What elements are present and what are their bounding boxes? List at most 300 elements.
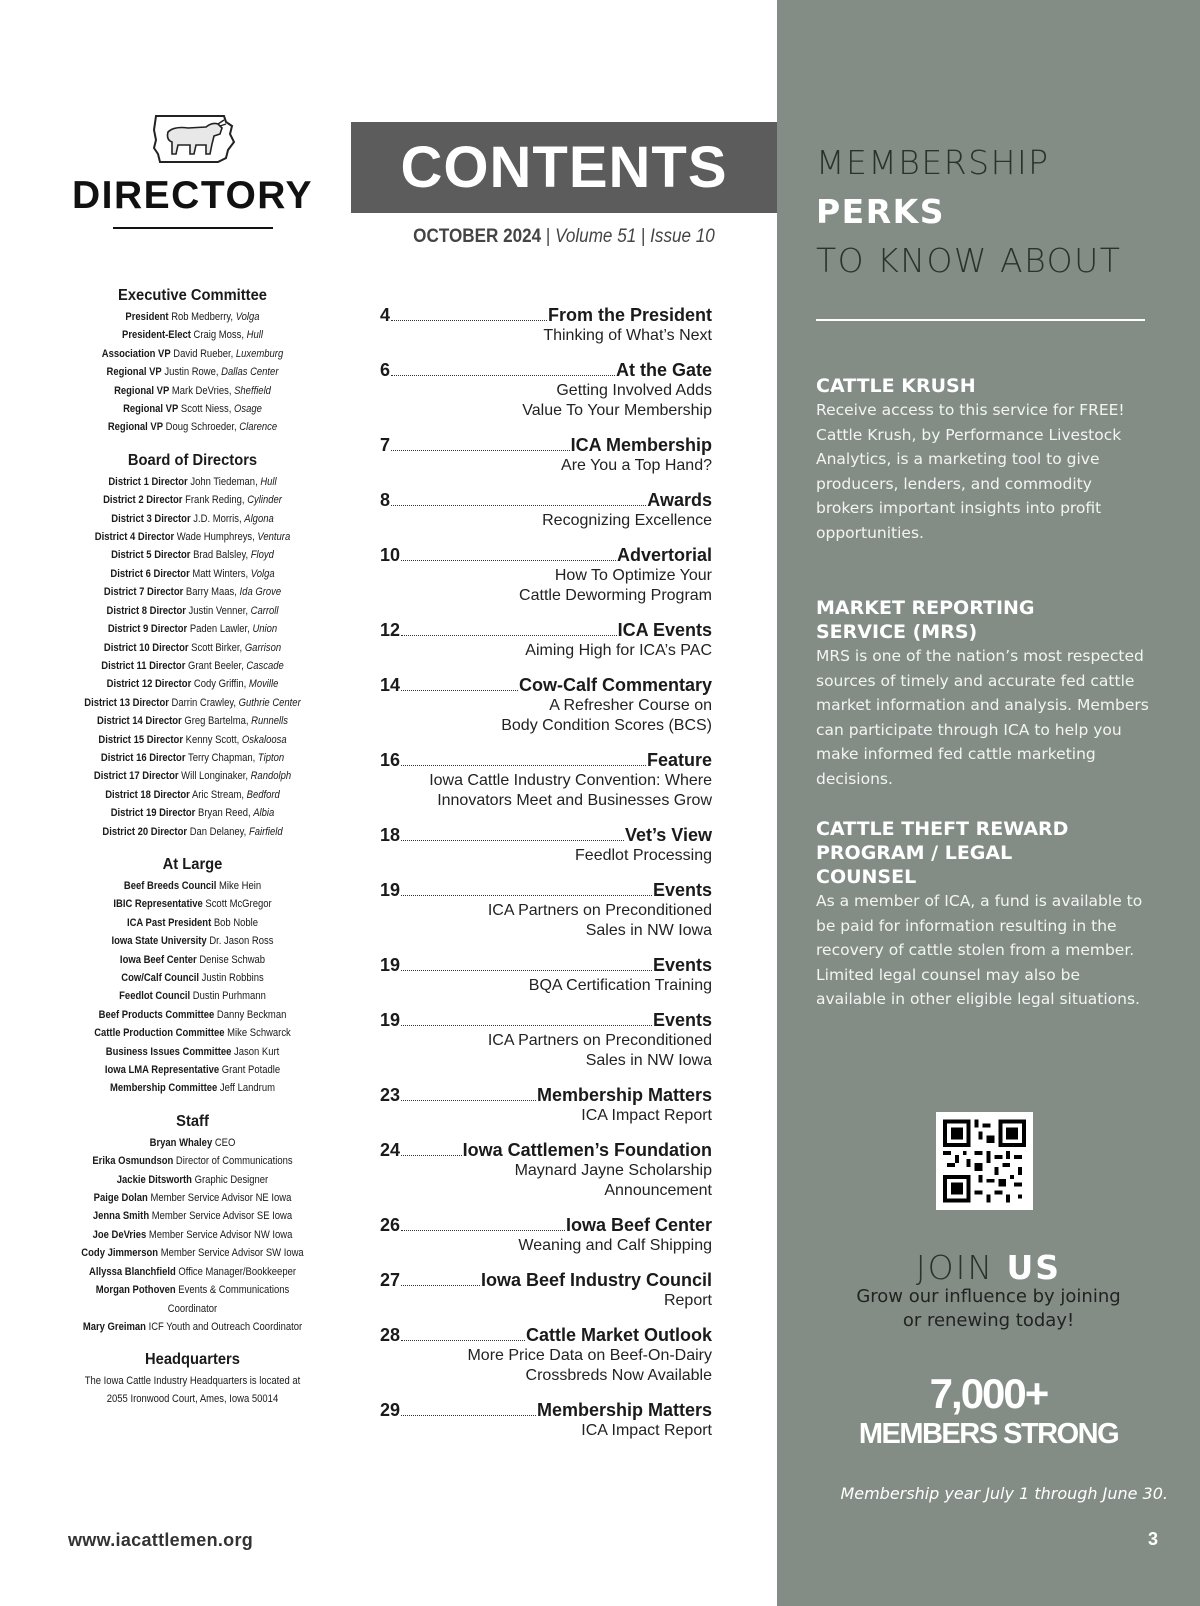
directory-name: Director of Communications — [175, 1155, 293, 1168]
toc-title: Membership Matters — [536, 1400, 712, 1420]
toc-line — [380, 1010, 712, 1031]
toc-subtitle: BQA Certification Training — [528, 977, 712, 994]
join-us-heading — [777, 1248, 1200, 1287]
directory-role: Association VP — [101, 347, 171, 360]
directory-row — [79, 1318, 307, 1336]
toc-page-number: 6 — [380, 360, 391, 380]
toc-page-number: 14 — [380, 675, 401, 695]
toc-line — [380, 305, 712, 326]
directory-row: Regional VP Justin Rowe, Dallas Center — [106, 366, 279, 379]
toc-subtitle: Report — [663, 1292, 712, 1309]
directory-row — [79, 895, 307, 913]
directory-name: Cody Griffin — [193, 678, 244, 691]
toc-subtitle: Maynard Jayne Scholarship Announcement — [514, 1162, 712, 1199]
directory-row — [79, 1226, 307, 1244]
directory-name: Scott McGregor — [205, 898, 272, 911]
directory-name: Darrin Crawley — [171, 696, 234, 709]
directory-section-heading: Board of Directors — [127, 451, 258, 469]
toc-subtitle: Feedlot Processing — [575, 847, 712, 864]
directory-role: District 13 Director — [84, 696, 169, 709]
toc-subtitle: ICA Partners on Preconditioned Sales in NW Iowa — [487, 902, 712, 939]
toc-page-number: 19 — [380, 1010, 401, 1030]
directory-location: Fairfield — [248, 825, 283, 838]
directory-location: Volga — [250, 567, 275, 580]
directory-role: District 9 Director — [107, 623, 188, 636]
directory-name: Paden Lawler — [189, 623, 248, 636]
toc-item[interactable] — [380, 880, 712, 941]
directory-row: District 7 Director Barry Maas, Ida Grove — [103, 586, 282, 599]
directory-role: District 2 Director — [103, 494, 183, 507]
directory-row: Regional VP Mark DeVries, Sheffield — [114, 384, 271, 397]
directory-role: Jackie Ditsworth — [116, 1173, 192, 1186]
toc-subtitle: Getting Involved Adds Value To Your Membership — [522, 382, 712, 419]
toc-page-number: 12 — [380, 620, 401, 640]
directory-row: District 8 Director Justin Venner, Carroll — [106, 604, 279, 617]
toc-subtitle: Thinking of What’s Next — [543, 327, 712, 344]
directory-row — [79, 951, 307, 969]
directory-name: Wade Humphreys — [176, 531, 253, 544]
toc-subtitle: ICA Impact Report — [581, 1422, 712, 1439]
directory-role: District 11 Director — [101, 659, 186, 672]
toc-title: Awards — [647, 490, 712, 510]
toc-item[interactable] — [380, 545, 712, 606]
directory-role: President-Elect — [122, 329, 191, 342]
directory-role: District 10 Director — [103, 641, 189, 654]
perks-heading-line3: TO KNOW ABOUT — [816, 241, 1122, 280]
directory-role: ICA Past President — [126, 916, 212, 929]
directory-name: J.D. Morris — [193, 512, 240, 525]
headquarters-line: The Iowa Cattle Industry Headquarters is located at — [84, 1375, 301, 1388]
directory-role: District 16 Director — [100, 751, 186, 764]
directory-name: Barry Maas — [185, 586, 235, 599]
directory-location: Osage — [234, 403, 262, 416]
issue-separator: | — [640, 226, 646, 247]
perk-body: Receive access to this service for FREE! Cattle Krush, by Performance Livestock Analytics, is a marketing tool to give producers, lenders, and commodity brokers important insights into profit opportunities. — [816, 401, 1125, 542]
toc-page-number: 10 — [380, 545, 401, 565]
directory-row: President-Elect Craig Moss, Hull — [122, 329, 263, 342]
toc-page-number: 7 — [380, 435, 391, 455]
perk-title: MARKET REPORTING SERVICE (MRS) — [816, 597, 1035, 643]
members-strong-label: MEMBERS STRONG — [858, 1418, 1119, 1450]
directory-location: Luxemburg — [235, 347, 284, 360]
directory-location: Tipton — [257, 751, 285, 764]
directory-role: Morgan Pothoven — [95, 1284, 176, 1297]
directory-name: Frank Reding — [185, 494, 242, 507]
toc-item[interactable] — [380, 360, 712, 421]
toc-line — [380, 825, 712, 846]
toc-item[interactable] — [380, 955, 712, 996]
toc-line — [380, 1215, 712, 1236]
directory-name: John Tiedeman — [190, 475, 256, 488]
toc-subtitle: How To Optimize Your Cattle Deworming Program — [519, 567, 712, 604]
issue-number: Issue 10 — [650, 226, 715, 247]
toc-item[interactable] — [380, 1325, 712, 1386]
directory-divider — [113, 227, 273, 229]
toc-leader-dots — [401, 635, 617, 636]
headquarters-section — [60, 1351, 325, 1408]
directory-row: District 14 Director Greg Bartelma, Runnells — [97, 715, 288, 728]
toc-item[interactable] — [380, 1085, 712, 1126]
toc-page-number: 16 — [380, 750, 401, 770]
directory-location: Floyd — [250, 549, 274, 562]
toc-leader-dots — [401, 1285, 480, 1286]
toc-subtitle: ICA Impact Report — [581, 1107, 712, 1124]
toc-title: From the President — [547, 305, 712, 325]
directory-row: District 4 Director Wade Humphreys, Ventura — [94, 531, 291, 544]
directory-name: Bob Noble — [213, 916, 259, 929]
directory-location: Cylinder — [247, 494, 282, 507]
toc-item[interactable] — [380, 1010, 712, 1071]
directory-row — [79, 1006, 307, 1024]
directory-role: Bryan Whaley — [149, 1136, 213, 1149]
directory-role: District 5 Director — [111, 549, 191, 562]
toc-item[interactable] — [380, 1215, 712, 1256]
directory-name: Terry Chapman — [187, 751, 253, 764]
directory-row: Association VP David Rueber, Luxemburg — [101, 347, 284, 360]
directory-role: Iowa State University — [111, 935, 207, 948]
directory-row — [79, 969, 307, 987]
directory-name: Mike Schwarck — [227, 1027, 291, 1040]
directory-role: IBIC Representative — [113, 898, 203, 911]
directory-name: Will Longinaker — [181, 770, 246, 783]
directory-role: President — [125, 311, 169, 323]
directory-row — [79, 1152, 307, 1170]
perk-title: CATTLE KRUSH — [816, 375, 976, 397]
toc-item[interactable] — [380, 1270, 712, 1311]
directory-role: District 17 Director — [93, 770, 179, 783]
toc-line — [380, 955, 712, 976]
toc-leader-dots — [401, 1230, 565, 1231]
directory-location: Runnells — [251, 715, 288, 728]
directory-name: Member Service Advisor SE Iowa — [151, 1210, 293, 1223]
directory-row: District 17 Director Will Longinaker, Randolph — [93, 770, 292, 783]
directory-location: Clarence — [239, 421, 278, 434]
directory-role: District 3 Director — [111, 512, 191, 525]
directory-row: District 5 Director Brad Balsley, Floyd — [111, 549, 274, 562]
toc-line — [380, 1400, 712, 1421]
directory-row — [79, 1043, 307, 1061]
directory-row: District 11 Director Grant Beeler, Cascade — [101, 659, 284, 672]
directory-role: District 14 Director — [97, 715, 182, 728]
directory-name: Office Manager/Bookkeeper — [178, 1265, 296, 1278]
directory-role: Jenna Smith — [92, 1210, 150, 1223]
toc-page-number: 26 — [380, 1215, 401, 1235]
directory-name: Justin Robbins — [201, 972, 264, 984]
toc-title: Feature — [646, 750, 712, 770]
directory-role: Regional VP — [106, 366, 162, 379]
directory-location: Hull — [260, 475, 277, 488]
directory-row — [79, 1079, 307, 1097]
toc-line — [380, 435, 712, 456]
directory-location: Guthrie Center — [238, 696, 301, 709]
directory-location: Ventura — [257, 531, 291, 544]
directory-role: Erika Osmundson — [92, 1155, 174, 1168]
directory-sections — [60, 287, 325, 1336]
directory-row — [79, 932, 307, 950]
directory-row: President Rob Medberry, Volga — [125, 311, 260, 323]
toc-page-number: 29 — [380, 1400, 401, 1420]
directory-name: Mike Hein — [219, 879, 262, 892]
directory-name: Jason Kurt — [234, 1045, 280, 1058]
directory-location: Dallas Center — [221, 366, 279, 379]
directory-name: Craig Moss — [193, 329, 242, 342]
toc-page-number: 23 — [380, 1085, 401, 1105]
directory-role: Iowa Beef Center — [119, 953, 197, 966]
perk-title: CATTLE THEFT REWARD PROGRAM / LEGAL COUNSEL — [816, 818, 1069, 888]
toc-subtitle: Weaning and Calf Shipping — [518, 1237, 712, 1254]
directory-section — [60, 856, 325, 1098]
directory-role: Beef Breeds Council — [123, 879, 217, 892]
directory-role: Paige Dolan — [93, 1192, 148, 1205]
toc-title: Cow-Calf Commentary — [518, 675, 712, 695]
directory-section — [60, 452, 325, 841]
toc-leader-dots — [401, 1025, 652, 1026]
toc-leader-dots — [391, 505, 646, 506]
toc-item[interactable] — [380, 435, 712, 476]
directory-name: Graphic Designer — [194, 1173, 269, 1186]
directory-location: Bedford — [246, 788, 280, 801]
directory-location: Moville — [248, 678, 279, 691]
directory-row — [79, 1263, 307, 1281]
directory-section — [60, 287, 325, 437]
qr-code-icon[interactable] — [936, 1112, 1033, 1210]
toc-subtitle: More Price Data on Beef-On-Dairy Crossbreds Now Available — [467, 1347, 712, 1384]
directory-location: Algona — [244, 512, 274, 525]
toc-line — [380, 1085, 712, 1106]
directory-role: District 20 Director — [102, 825, 188, 838]
toc-line — [380, 360, 712, 381]
directory-name: Member Service Advisor NW Iowa — [148, 1228, 293, 1241]
directory-location: Union — [252, 623, 278, 636]
toc-leader-dots — [391, 320, 547, 321]
directory-location: Volga — [235, 311, 260, 323]
directory-role: Joe DeVries — [92, 1228, 147, 1241]
directory-name: Member Service Advisor SW Iowa — [160, 1247, 304, 1260]
directory-role: Feedlot Council — [119, 990, 191, 1003]
toc-page-number: 19 — [380, 955, 401, 975]
directory-row: District 6 Director Matt Winters, Volga — [110, 567, 275, 580]
us-word: US — [1006, 1248, 1062, 1287]
directory-location: Garrison — [244, 641, 282, 654]
directory-row — [79, 1207, 307, 1225]
directory-location: Oskaloosa — [241, 733, 287, 746]
directory-name: Scott Birker — [191, 641, 240, 654]
toc-subtitle: Aiming High for ICA’s PAC — [525, 642, 712, 659]
directory-name: David Rueber — [173, 347, 231, 360]
directory-role: District 18 Director — [105, 788, 190, 801]
directory-role: Regional VP — [123, 403, 179, 416]
directory-name: Danny Beckman — [216, 1008, 287, 1021]
directory-role: Regional VP — [114, 384, 170, 397]
directory-role: District 12 Director — [106, 678, 192, 691]
directory-name: Brad Balsley — [193, 549, 246, 562]
directory-role: District 7 Director — [103, 586, 184, 599]
directory-section — [60, 1113, 325, 1336]
directory-row — [79, 1300, 307, 1318]
toc-title: ICA Events — [617, 620, 712, 640]
toc-title: Advertorial — [616, 545, 712, 565]
toc-leader-dots — [401, 1155, 462, 1156]
toc-item[interactable] — [380, 675, 712, 736]
members-count: 7,000+ — [929, 1370, 1048, 1417]
directory-section-heading: At Large — [162, 855, 223, 873]
toc-page-number: 19 — [380, 880, 401, 900]
directory-row: District 19 Director Bryan Reed, Albia — [110, 807, 275, 820]
directory-name: Dr. Jason Ross — [209, 935, 274, 948]
directory-row: Regional VP Scott Niess, Osage — [123, 403, 262, 416]
issue-volume: Volume 51 — [555, 226, 637, 247]
issue-separator: | — [545, 226, 551, 247]
directory-row — [79, 1244, 307, 1262]
membership-sidebar — [777, 0, 1200, 1606]
directory-role: Membership Committee — [110, 1082, 218, 1095]
directory-row — [79, 987, 307, 1005]
toc-item[interactable] — [380, 1400, 712, 1441]
directory-row: District 18 Director Aric Stream, Bedford — [105, 788, 280, 801]
toc-leader-dots — [401, 765, 646, 766]
directory-name: CEO — [214, 1136, 236, 1149]
toc-item[interactable] — [380, 825, 712, 866]
directory-role: Allyssa Blanchfield — [88, 1265, 176, 1278]
directory-name: Doug Schroeder — [165, 421, 235, 434]
directory-name: ICF Youth and Outreach Coordinator — [148, 1320, 303, 1333]
toc-page-number: 24 — [380, 1140, 401, 1160]
toc-title: Membership Matters — [536, 1085, 712, 1105]
directory-role: District 8 Director — [106, 604, 186, 617]
directory-role: Cow/Calf Council — [121, 972, 200, 984]
directory-name: Member Service Advisor NE Iowa — [150, 1192, 292, 1205]
toc-title: At the Gate — [615, 360, 712, 380]
toc-line — [380, 750, 712, 771]
toc-leader-dots — [401, 1415, 536, 1416]
directory-role: District 6 Director — [110, 567, 190, 580]
directory-title: DIRECTORY — [71, 174, 314, 217]
directory-location: Hull — [246, 329, 263, 342]
toc-page-number: 4 — [380, 305, 391, 325]
directory-name: Justin Venner — [188, 604, 246, 617]
toc-item[interactable] — [380, 490, 712, 531]
perks-heading — [816, 138, 1121, 285]
toc-leader-dots — [401, 970, 652, 971]
directory-row: District 12 Director Cody Griffin, Moville — [106, 678, 279, 691]
toc-leader-dots — [401, 1100, 536, 1101]
toc-leader-dots — [401, 560, 616, 561]
toc-item[interactable] — [380, 1140, 712, 1201]
directory-name: Bryan Reed — [198, 807, 248, 820]
directory-row — [79, 914, 307, 932]
directory-role: Business Issues Committee — [105, 1045, 232, 1058]
directory-name: Aric Stream — [191, 788, 242, 801]
directory-name: Dustin Purhmann — [192, 990, 266, 1003]
directory-name: Scott Niess — [180, 403, 229, 416]
toc-page-number: 18 — [380, 825, 401, 845]
toc-item[interactable] — [380, 305, 712, 346]
directory-row — [79, 1171, 307, 1189]
page-number: 3 — [1147, 1529, 1158, 1549]
directory-name: Denise Schwab — [199, 953, 266, 966]
directory-location: Randolph — [250, 770, 292, 783]
directory-name: Dan Delaney — [189, 825, 244, 838]
toc-leader-dots — [401, 840, 624, 841]
contents-title: CONTENTS — [351, 122, 777, 213]
directory-name: Mark DeVries — [171, 384, 229, 397]
toc-leader-dots — [391, 450, 570, 451]
issue-info — [372, 226, 755, 248]
directory-row — [79, 877, 307, 895]
toc-title: Events — [652, 955, 712, 975]
directory-name: Justin Rowe — [164, 366, 216, 379]
toc-item[interactable] — [380, 750, 712, 811]
join-subtitle-line2: or renewing today! — [902, 1310, 1075, 1331]
join-subtitle — [777, 1285, 1200, 1333]
directory-name: Rob Medberry — [171, 311, 231, 323]
perk-body: As a member of ICA, a fund is available to be paid for information resulting in the recovery of cattle stolen from a member. Limited legal counsel may also be available in other eligible legal situations. — [816, 892, 1143, 1008]
directory-role: District 15 Director — [98, 733, 184, 746]
directory-row — [79, 1281, 307, 1299]
directory-row: District 15 Director Kenny Scott, Oskaloosa — [98, 733, 287, 746]
toc-line — [380, 1140, 712, 1161]
toc-leader-dots — [391, 375, 615, 376]
toc-item[interactable] — [380, 620, 712, 661]
directory-role: Mary Greiman — [82, 1320, 146, 1333]
toc-page-number: 8 — [380, 490, 391, 510]
toc-subtitle: ICA Partners on Preconditioned Sales in NW Iowa — [487, 1032, 712, 1069]
directory-location: Carroll — [250, 604, 279, 617]
directory-section-heading: Executive Committee — [118, 287, 267, 304]
directory-section-heading: Staff — [176, 1112, 209, 1130]
toc-title: ICA Membership — [570, 435, 712, 455]
perk-market-reporting — [816, 596, 1152, 791]
table-of-contents — [380, 305, 712, 1455]
join-subtitle-line1: Grow our influence by joining — [856, 1286, 1121, 1307]
toc-subtitle: Are You a Top Hand? — [561, 457, 712, 474]
toc-line — [380, 490, 712, 511]
toc-title: Vet’s View — [624, 825, 712, 845]
directory-role: Regional VP — [107, 421, 164, 434]
perks-heading-line1: MEMBERSHIP — [816, 143, 1050, 182]
directory-location: Albia — [253, 807, 275, 820]
directory-row: District 9 Director Paden Lawler, Union — [107, 623, 278, 636]
directory-location: Sheffield — [234, 384, 271, 397]
headquarters-heading: Headquarters — [145, 1351, 240, 1369]
directory-row — [79, 1189, 307, 1207]
directory-row: District 10 Director Scott Birker, Garrison — [103, 641, 282, 654]
directory-row: District 1 Director John Tiedeman, Hull — [108, 475, 277, 488]
directory-name: Greg Bartelma — [184, 715, 246, 728]
directory-row — [79, 1061, 307, 1079]
directory-role: Cody Jimmerson — [81, 1247, 159, 1260]
directory-name: Events & Communications — [178, 1284, 290, 1297]
directory-name: Matt Winters — [192, 567, 246, 580]
toc-leader-dots — [401, 690, 518, 691]
directory-name: Grant Potadle — [221, 1064, 281, 1077]
toc-subtitle: Recognizing Excellence — [542, 512, 712, 529]
directory-name: Jeff Landrum — [219, 1082, 275, 1095]
website-link[interactable]: www.iacattlemen.org — [68, 1530, 254, 1550]
directory-location: Cascade — [246, 659, 284, 672]
headquarters-address: 2055 Ironwood Court, Ames, Iowa 50014 — [106, 1393, 279, 1406]
toc-line — [380, 675, 712, 696]
toc-line — [380, 880, 712, 901]
toc-title: Events — [652, 1010, 712, 1030]
directory-name: Kenny Scott — [185, 733, 237, 746]
iowa-cattle-map-icon — [148, 110, 238, 170]
directory-role: District 4 Director — [94, 531, 175, 544]
directory-role: District 1 Director — [108, 475, 188, 488]
perks-heading-line2: PERKS — [816, 192, 945, 231]
sidebar-divider — [816, 319, 1145, 321]
directory-row: Regional VP Doug Schroeder, Clarence — [107, 421, 278, 434]
